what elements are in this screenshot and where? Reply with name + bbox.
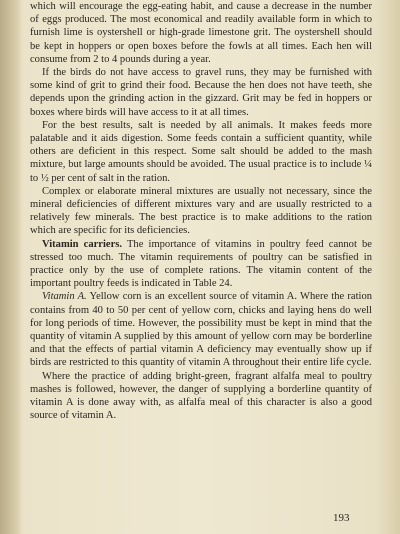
paragraph-lime: which will encourage the egg-eating habit, and cause a decrease in the number of eggs produced. The most economical and readily available form in which to furnish lime is oystershell or high-grade limestone grit. The oystershell should be kept in hoppers or open boxes before the fowls at all times. Each hen will consume from 2 to 4 pounds during a year.: [30, 1, 372, 65]
subheading-vitamin-a: Vitamin A.: [42, 291, 87, 303]
paragraph-grit: If the birds do not have access to gravel runs, they may be furnished with some kind of grit to grind their food. Because the hen does not have teeth, she depends upon the grinding action in the gizzard. Grit may be fed in hoppers or boxes where birds will have access to it at all times.: [30, 67, 372, 118]
body-text: [30, 0, 372, 423]
paragraph-salt: For the best results, salt is needed by all animals. It makes feeds more palatable and it aids digestion. Some feeds contain a sufficient quantity, while others are deficient in this respect. Some salt should be added to the mash mixture, but large amounts should be avoided. The usual practice is to include ¼ to ½ per cent of salt in the ration.: [30, 119, 372, 184]
paragraph-vitamin-carriers-body: The importance of vitamins in poultry feed cannot be stressed too much. The vitamin requirements of poultry can be satisfied in practice only by the use of complete rations. The vitamin content of the important poultry feeds is indicated in Table 24.: [30, 238, 372, 290]
section-heading-vitamin-carriers: Vitamin carriers.: [42, 238, 123, 250]
paragraph-vitamin-a-body: Yellow corn is an excellent source of vitamin A. Where the ration contains from 40 to 50 per cent of yellow corn, chicks and laying hens do well for long periods of time. However, the possibility must be kept in mind that the quantity of vitamin A supplied by this amount of yellow corn may be borderline and that the effects of partial vitamin A deficiency may eventually show up if birds are restricted to this quantity of vitamin A throughout their entire life cycle.: [30, 291, 373, 369]
page-number: 193: [333, 512, 350, 524]
paragraph-vitamin-carriers: [30, 238, 372, 291]
page-gutter-shadow: [0, 0, 22, 534]
paragraph-alfalfa: Where the practice of adding bright-green, fragrant alfalfa meal to poultry mashes is followed, however, the danger of supplying a borderline quantity of vitamin A is done away with, as alfalfa meal of this character is also a good source of vitamin A.: [30, 370, 372, 422]
paragraph-vitamin-a: [30, 290, 372, 369]
paragraph-mineral-mixtures: Complex or elaborate mineral mixtures are usually not necessary, since the mineral deficiencies of different mixtures vary and are usually restricted to a relatively few minerals. The best practice is to make additions to the ration which are specific for its deficiencies.: [30, 185, 372, 237]
